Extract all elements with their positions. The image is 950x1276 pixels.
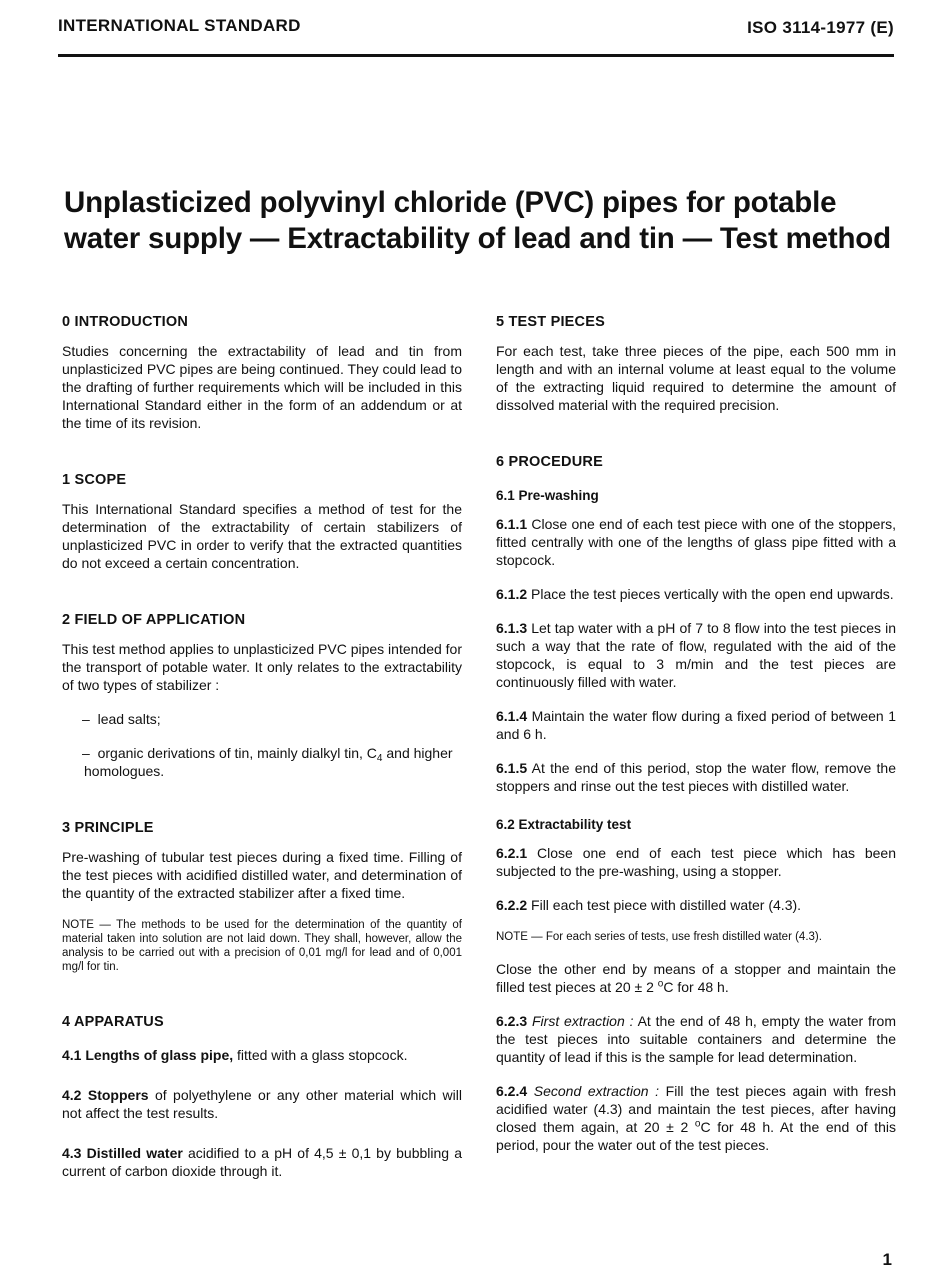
para-6-2-1 (496, 844, 896, 880)
para-6-1-3 (496, 619, 896, 691)
list-item-organic-tin (62, 744, 462, 780)
list-item-text-a: organic derivations of tin, mainly dialkyl tin, C (97, 745, 377, 761)
section-1-text: This International Standard specifies a method of test for the determination of the extractability of certain stabilizers of unplasticized PVC in order to verify that the extracted quantities do not exceed a certain concentration. (62, 501, 462, 571)
section-5-heading: 5 TEST PIECES (496, 314, 605, 330)
para-close-other-end (496, 960, 896, 996)
item-text: acidified to a pH of 4,5 ± 0,1 by bubbling a current of carbon dioxide through it. (62, 1145, 462, 1179)
item-term: Distilled water (86, 1145, 183, 1161)
item-number: 4.1 (62, 1047, 82, 1063)
subsection-6-1-heading: 6.1 Pre-washing (496, 488, 599, 503)
item-term: Lengths of glass pipe, (85, 1047, 234, 1063)
para-number: 6.1.3 (496, 620, 528, 636)
para-6-2-4 (496, 1082, 896, 1154)
section-3-text: Pre-washing of tubular test pieces during a fixed time. Filling of the test pieces with acidified distilled water, and determination of the quantity of the extracted stabilizer after a fixed time. (62, 849, 462, 901)
section-5-text: For each test, take three pieces of the pipe, each 500 mm in length and with an internal volume at least equal to the volume of the extracting liquid required to determine the amount of dissolved material with the required precision. (496, 343, 896, 413)
list-item-text-b: and higher homologues. (84, 745, 453, 779)
para-text: At the end of this period, stop the water flow, remove the stoppers and rinse out the test pieces with distilled water. (496, 760, 896, 794)
section-0-text: Studies concerning the extractability of lead and tin from unplasticized PVC pipes are being continued. They could lead to the drafting of further requirements which will be included in this International Standard either in the form of an addendum or at the time of its revision. (62, 343, 462, 431)
document-title (64, 185, 904, 257)
section-0-heading: 0 INTRODUCTION (62, 314, 189, 330)
apparatus-item-4-2 (62, 1086, 462, 1122)
section-3-heading: 3 PRINCIPLE (62, 820, 154, 836)
para-number: 6.1.2 (496, 586, 528, 602)
item-number: 4.2 (62, 1087, 82, 1103)
para-number: 6.2.4 (496, 1083, 528, 1099)
para-number: 6.1.5 (496, 760, 528, 776)
title-line-2: water supply — Extractability of lead and tin — Test method (64, 222, 891, 255)
para-label: First extraction : (527, 1013, 634, 1029)
item-term: Stoppers (87, 1087, 149, 1103)
section-2-heading: 2 FIELD OF APPLICATION (62, 612, 246, 628)
left-column (62, 314, 462, 1180)
apparatus-item-4-3 (62, 1144, 462, 1180)
header-document-number: ISO 3114-1977 (E) (747, 18, 894, 37)
section-2-text: This test method applies to unplasticized PVC pipes intended for the transport of potable water. It only relates to the extractability of two types of stabilizer : (62, 641, 463, 693)
para-6-2-3 (496, 1012, 896, 1066)
degree-mark: o (694, 1118, 701, 1130)
para-number: 6.1.4 (496, 708, 528, 724)
para-number: 6.2.1 (496, 845, 528, 861)
para-6-2-2 (496, 896, 896, 914)
list-item-text: lead salts; (97, 711, 161, 727)
section-1-heading: 1 SCOPE (62, 472, 127, 488)
para-text: Let tap water with a pH of 7 to 8 flow into the test pieces in such a way that the rate of flow, regulated with the aid of the stopcock, is equal to 3 m/min and the test pieces are continuously filled with water. (496, 620, 896, 690)
para-text-b: C for 48 h. At the end of this period, pour the water out of the test pieces. (496, 1119, 896, 1153)
para-text-a: Close the other end by means of a stopper and maintain the filled test pieces at 20 ± 2 (496, 961, 896, 995)
para-text-a: Fill the test pieces again with fresh acidified water (4.3) and maintain the test pieces, after having closed them again, at 20 ± 2 (496, 1083, 896, 1135)
section-6-2-note: NOTE — For each series of tests, use fresh distilled water (4.3). (496, 931, 822, 943)
list-item-lead-salts (62, 710, 462, 728)
item-number: 4.3 (62, 1145, 82, 1161)
para-text-b: C for 48 h. (663, 979, 729, 995)
section-6-heading: 6 PROCEDURE (496, 454, 603, 470)
item-text: fitted with a glass stopcock. (233, 1047, 408, 1063)
degree-mark: o (657, 978, 664, 990)
section-3-note: NOTE — The methods to be used for the determination of the quantity of material taken into solution are not laid down. They shall, however, allow the analysis to be carried out with a precision of 0,01 mg/l for lead and of 0,001 mg/l for tin. (62, 919, 462, 973)
para-text: Close one end of each test piece which has been subjected to the pre-washing, using a stopper. (496, 845, 896, 879)
para-number: 6.1.1 (496, 516, 528, 532)
para-number: 6.2.2 (496, 897, 528, 913)
header-rule (58, 54, 894, 57)
para-number: 6.2.3 (496, 1013, 528, 1029)
page-number: 1 (882, 1250, 892, 1269)
subsection-6-2-heading: 6.2 Extractability test (496, 817, 632, 832)
para-text: Close one end of each test piece with one of the stoppers, fitted centrally with one of the lengths of glass pipe fitted with a stopcock. (496, 516, 896, 568)
para-text: Place the test pieces vertically with the open end upwards. (527, 586, 894, 602)
para-6-1-4 (496, 707, 896, 743)
apparatus-item-4-1 (62, 1046, 462, 1064)
right-column (496, 314, 896, 1154)
para-6-1-2 (496, 585, 896, 603)
header-standard-type: INTERNATIONAL STANDARD (58, 16, 301, 35)
para-6-1-1 (496, 515, 896, 569)
title-line-1: Unplasticized polyvinyl chloride (PVC) pipes for potable (64, 186, 837, 219)
para-label: Second extraction : (527, 1083, 660, 1099)
para-6-1-5 (496, 759, 896, 795)
para-text: Maintain the water flow during a fixed period of between 1 and 6 h. (496, 708, 896, 742)
list-item-subscript: 4 (376, 753, 383, 764)
para-text: Fill each test piece with distilled water (4.3). (527, 897, 802, 913)
para-text: At the end of 48 h, empty the water from the test pieces into suitable containers and determine the quantity of lead if this is the sample for lead determination. (496, 1013, 897, 1065)
section-4-heading: 4 APPARATUS (62, 1014, 164, 1030)
item-text: of polyethylene or any other material which will not affect the test results. (62, 1087, 462, 1121)
